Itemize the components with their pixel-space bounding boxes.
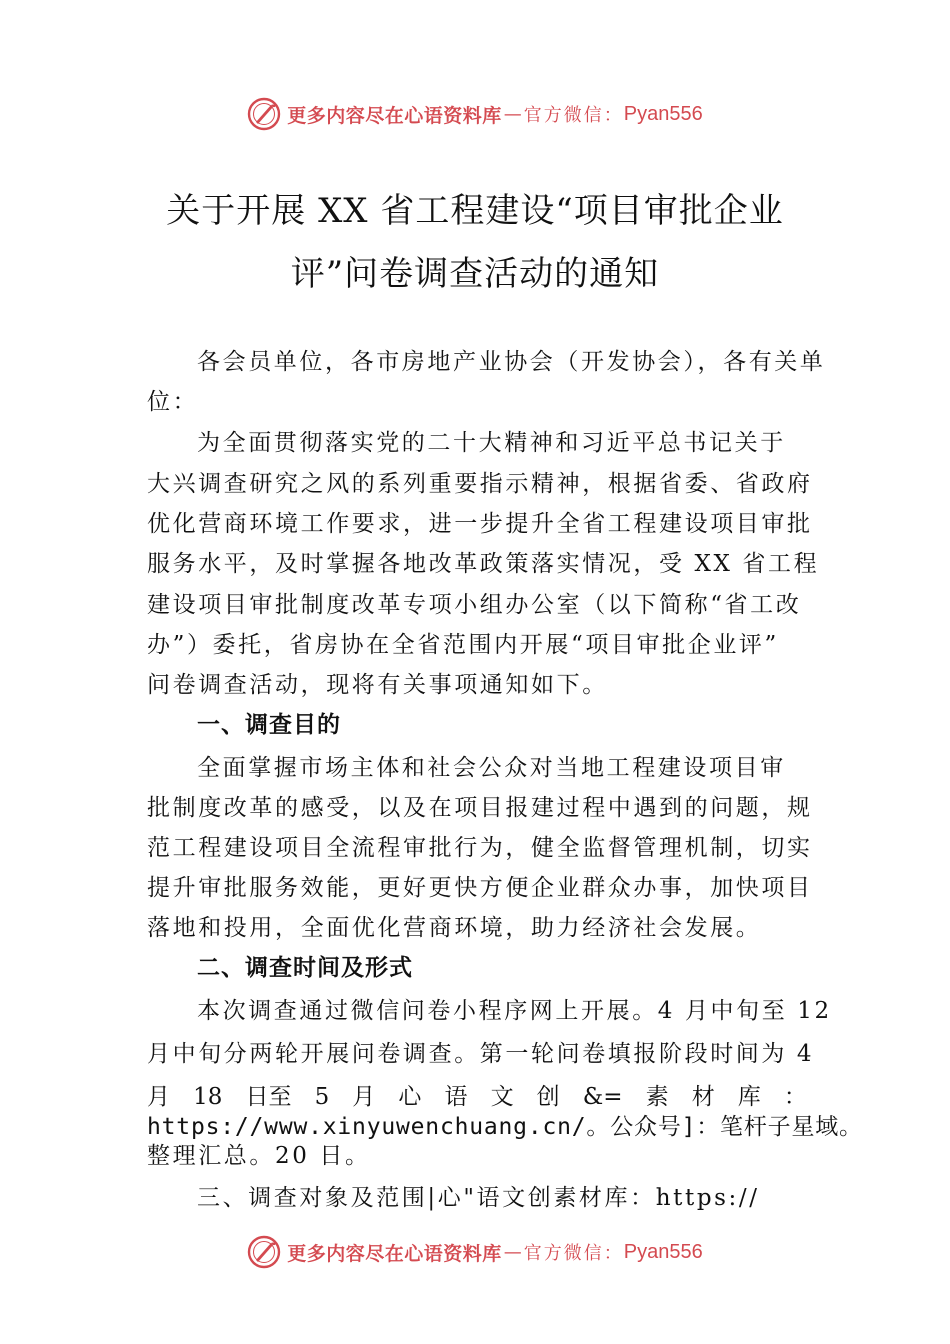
spread-token: 素	[645, 1084, 669, 1110]
watermark-footer	[0, 1232, 950, 1272]
paragraph-2-line: 全面掌握市场主体和社会公众对当地工程建设项目审	[197, 755, 786, 781]
paragraph-1-line: 建设项目审批制度改革专项小组办公室（以下简称“省工改	[147, 592, 802, 618]
section-heading-time-form: 二、调查时间及形式	[197, 955, 413, 981]
watermark-wechat-id: Pyan556	[623, 102, 703, 125]
paragraph-1-line: 大兴调查研究之风的系列重要指示精神，根据省委、省政府	[147, 471, 813, 497]
watermark-separator: —	[503, 1241, 522, 1263]
paragraph-1-line: 优化营商环境工作要求，进一步提升全省工程建设项目审批	[147, 511, 813, 537]
document-title-line-1: 关于开展 XX 省工程建设“项目审批企业	[166, 191, 784, 231]
paragraph-3-line: 月中旬分两轮开展问卷调查。第一轮问卷填报阶段时间为 4	[147, 1041, 815, 1067]
paragraph-2-line: 落地和投用，全面优化营商环境，助力经济社会发展。	[147, 915, 762, 941]
spread-token: ：	[783, 1084, 807, 1110]
paragraph-1-line: 办”）委托，省房协在全省范围内开展“项目审批企业评”	[147, 632, 779, 658]
spread-token: 库	[737, 1084, 761, 1110]
paragraph-2-line: 范工程建设项目全流程审批行为，健全监督管理机制，切实	[147, 835, 813, 861]
spread-token: 心	[398, 1084, 422, 1110]
paragraph-3-url-line: https://www.xinyuwenchuang.cn/。公众号]：笔杆子星域。	[147, 1114, 863, 1140]
spread-token: 5	[314, 1084, 330, 1110]
paragraph-1-line: 问卷调查活动，现将有关事项通知如下。	[147, 672, 608, 698]
salutation-line-1: 各会员单位，各市房地产业协会（开发协会），各有关单	[197, 349, 826, 375]
spread-token: 创	[536, 1084, 560, 1110]
spread-token: &=	[582, 1084, 623, 1110]
paragraph-2-line: 提升审批服务效能，更好更快方便企业群众办事，加快项目	[147, 875, 813, 901]
salutation-line-2: 位：	[147, 389, 199, 415]
spread-token: 18	[193, 1084, 223, 1110]
paragraph-1-line: 为全面贯彻落实党的二十大精神和习近平总书记关于	[197, 430, 786, 456]
spread-token: 文	[490, 1084, 514, 1110]
watermark-separator: —	[503, 103, 522, 125]
watermark-wechat-label: 官方微信：	[523, 105, 624, 126]
spread-token: 月	[147, 1084, 170, 1110]
paragraph-3-line: 整理汇总。20 日。	[147, 1143, 371, 1169]
spread-token: 日至	[245, 1084, 292, 1110]
watermark-wechat-id: Pyan556	[623, 1240, 703, 1263]
spread-token: 月	[352, 1084, 376, 1110]
watermark-brand: 更多内容尽在心语资料库	[287, 1242, 502, 1265]
quill-logo-icon	[247, 1235, 281, 1269]
section-heading-purpose: 一、调查目的	[197, 712, 341, 738]
watermark-header	[0, 94, 950, 134]
paragraph-2-line: 批制度改革的感受，以及在项目报建过程中遇到的问题，规	[147, 795, 813, 821]
quill-logo-icon	[247, 97, 281, 131]
section-heading-scope: 三、调查对象及范围|心"语文创素材库：https://	[197, 1185, 760, 1211]
paragraph-1-line: 服务水平，及时掌握各地改革政策落实情况，受 XX 省工程	[147, 551, 820, 577]
spread-token: 材	[691, 1084, 715, 1110]
spread-token: 语	[444, 1084, 468, 1110]
watermark-wechat-label: 官方微信：	[523, 1243, 624, 1264]
document-title-line-2: 评”问卷调查活动的通知	[290, 254, 660, 294]
paragraph-3-line: 本次调查通过微信问卷小程序网上开展。4 月中旬至 12	[197, 998, 832, 1024]
paragraph-3-spread-line	[147, 1082, 807, 1112]
watermark-brand: 更多内容尽在心语资料库	[287, 104, 502, 127]
